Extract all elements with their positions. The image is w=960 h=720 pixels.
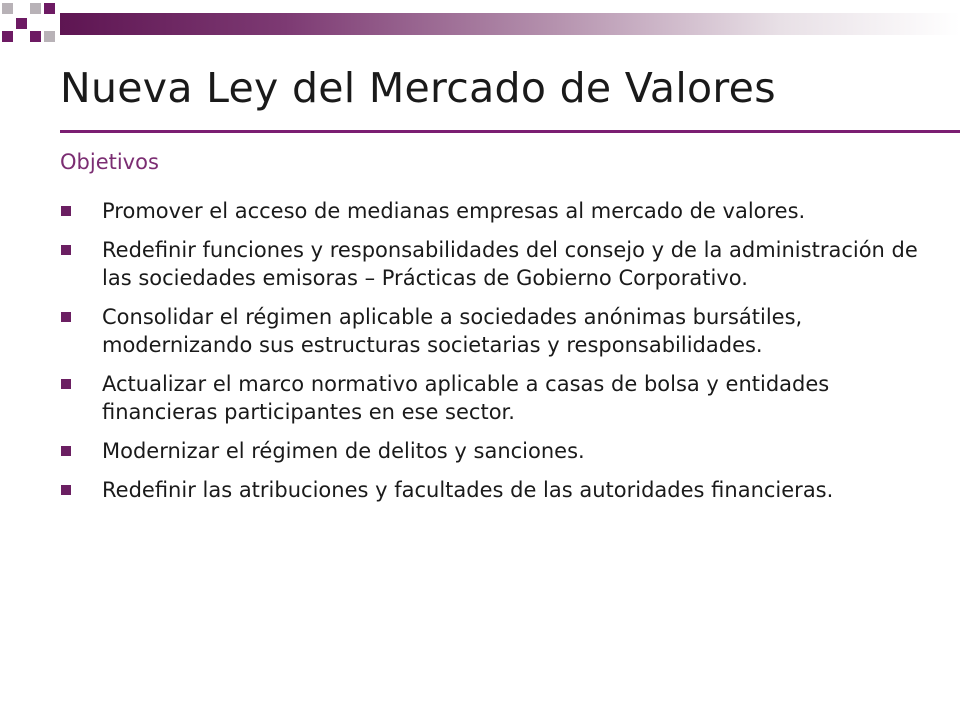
section-subtitle: Objetivos	[60, 150, 159, 174]
list-item	[60, 370, 920, 426]
objectives-list	[60, 197, 920, 515]
list-item-text: Redefinir las atribuciones y facultades de las autoridades financieras.	[102, 478, 834, 502]
list-item	[60, 197, 920, 225]
list-item-text: Redefinir funciones y responsabilidades del consejo y de la administración de las sociedades emisoras – Prácticas de Gobierno Corporativo.	[102, 238, 918, 290]
list-item-text: Actualizar el marco normativo aplicable a casas de bolsa y entidades financieras participantes en ese sector.	[102, 372, 830, 424]
decor-square	[16, 18, 27, 29]
list-item	[60, 236, 920, 292]
slide-title: Nueva Ley del Mercado de Valores	[60, 64, 776, 112]
square-bullet-icon	[61, 379, 71, 389]
square-bullet-icon	[61, 485, 71, 495]
decor-square	[44, 3, 55, 14]
decor-square	[44, 31, 55, 42]
title-underline	[60, 130, 960, 133]
square-bullet-icon	[61, 312, 71, 322]
list-item	[60, 437, 920, 465]
list-item-text: Consolidar el régimen aplicable a sociedades anónimas bursátiles, modernizando sus estructuras societarias y responsabilidades.	[102, 305, 803, 357]
header-gradient-bar	[60, 13, 960, 35]
square-bullet-icon	[61, 206, 71, 216]
decorative-header	[0, 0, 960, 44]
list-item-text: Promover el acceso de medianas empresas al mercado de valores.	[102, 199, 806, 223]
square-bullet-icon	[61, 446, 71, 456]
list-item	[60, 476, 920, 504]
decor-square	[30, 3, 41, 14]
square-bullet-icon	[61, 245, 71, 255]
decor-square	[2, 31, 13, 42]
decor-square	[2, 3, 13, 14]
list-item	[60, 303, 920, 359]
list-item-text: Modernizar el régimen de delitos y sanciones.	[102, 439, 585, 463]
decor-square	[30, 31, 41, 42]
